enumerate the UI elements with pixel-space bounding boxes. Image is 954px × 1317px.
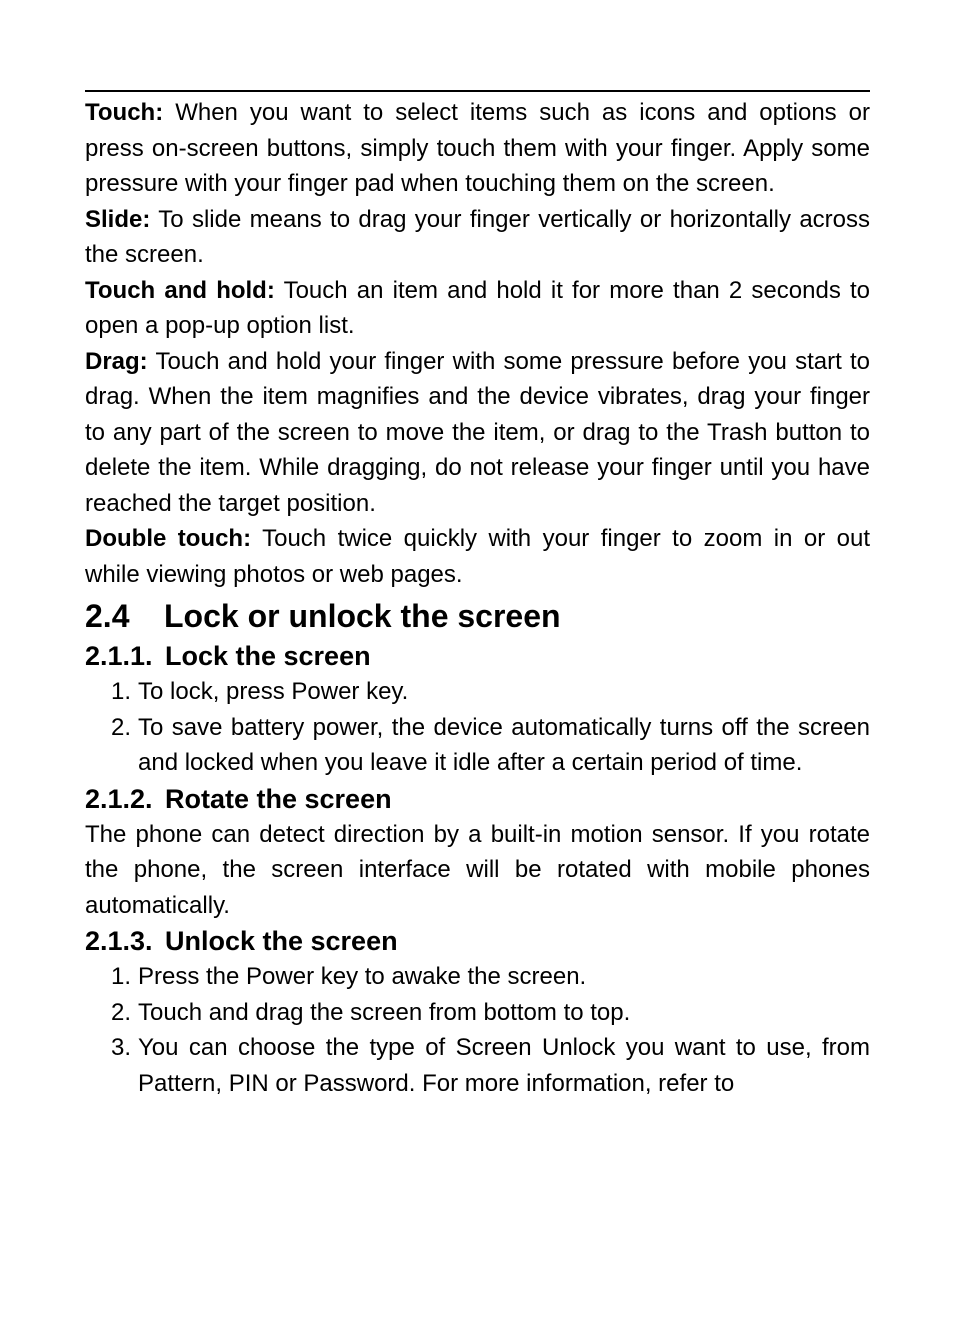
list-item [85, 995, 870, 1031]
list-item-number: 1. [111, 678, 132, 705]
section-title: Lock or unlock the screen [164, 598, 561, 634]
manual-page [85, 90, 870, 1101]
definition-term: Drag: [85, 347, 148, 375]
definition-text: To slide means to drag your finger vertically or horizontally across the screen. [85, 205, 871, 268]
list-item-number: 3. [111, 1034, 132, 1061]
subsection-number: 2.1.1. [85, 641, 153, 671]
list-item-number: 2. [111, 998, 132, 1026]
subsection-title: Unlock the screen [165, 926, 398, 956]
subsection-title: Rotate the screen [165, 783, 392, 814]
subsection-heading-unlock [85, 923, 870, 959]
definition-slide [85, 202, 870, 273]
list-item-text: To lock, press Power key. [138, 678, 409, 705]
definition-term: Double touch: [85, 525, 252, 552]
list-item [85, 674, 870, 710]
subsection-number: 2.1.3. [85, 926, 153, 956]
definition-touch-and-hold [85, 273, 870, 344]
subsection-number: 2.1.2. [85, 783, 153, 814]
list-item-text: To save battery power, the device automatically turns off the screen and locked when you leave it idle after a certain period of time. [138, 713, 870, 776]
definition-touch [85, 95, 870, 202]
list-item-text: Touch and drag the screen from bottom to top. [138, 998, 631, 1026]
list-item [85, 959, 870, 995]
list-item-text: Press the Power key to awake the screen. [138, 963, 587, 990]
definition-text: Touch and hold your finger with some pressure before you start to drag. When the item magnifies and the device vibrates, drag your finger to any part of the screen to move the item, or drag to the Trash button to delete the item. While dragging, do not release your finger until you have reached the target position. [85, 347, 870, 517]
section-number: 2.4 [85, 598, 130, 634]
definition-term: Slide: [85, 205, 151, 233]
rotate-paragraph: The phone can detect direction by a built-in motion sensor. If you rotate the phone, the screen interface will be rotated with mobile phones automatically. [85, 820, 870, 919]
list-item [85, 710, 870, 781]
definition-text: When you want to select items such as icons and options or press on-screen buttons, simply touch them with your finger. Apply some pressure with your finger pad when touching them on the screen. [85, 99, 870, 197]
definition-drag [85, 344, 870, 522]
definition-text: Touch an item and hold it for more than 2 seconds to open a pop-up option list. [85, 276, 871, 339]
definition-text: Touch twice quickly with your finger to zoom in or out while viewing photos or web pages. [85, 525, 871, 588]
definition-term: Touch: [85, 99, 164, 126]
definition-double-touch [85, 521, 870, 592]
lock-steps-list [85, 674, 870, 781]
list-item [85, 1030, 870, 1101]
list-item-number: 1. [111, 963, 132, 990]
section-heading [85, 594, 870, 638]
header-rule [85, 90, 870, 92]
definition-term: Touch and hold: [85, 276, 275, 304]
subsection-title: Lock the screen [165, 641, 371, 671]
list-item-number: 2. [111, 713, 132, 741]
subsection-heading-rotate [85, 781, 870, 817]
unlock-steps-list [85, 959, 870, 1101]
subsection-heading-lock [85, 638, 870, 674]
list-item-text: You can choose the type of Screen Unlock you want to use, from Pattern, PIN or Password. For more information, refer to [138, 1034, 870, 1097]
